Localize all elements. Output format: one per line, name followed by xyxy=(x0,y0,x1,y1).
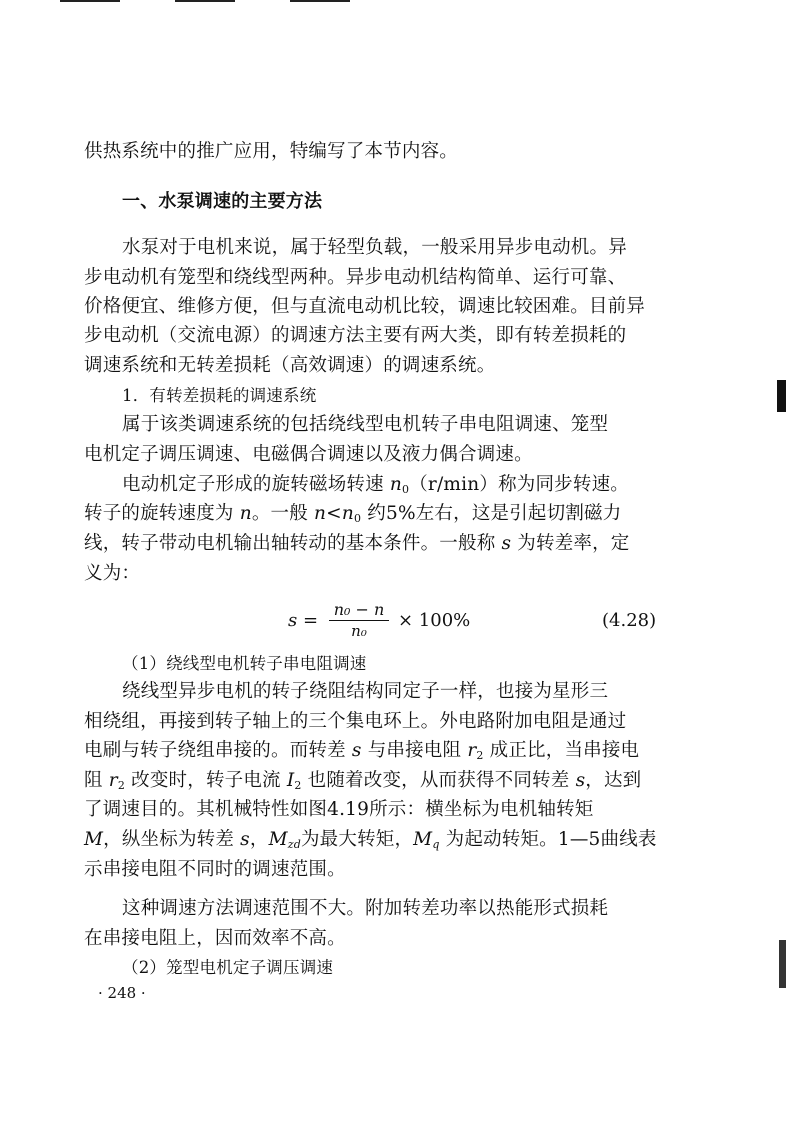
text-line xyxy=(84,502,682,531)
scan-top-mark-2 xyxy=(175,0,235,2)
text-run: 也随着改变，从而获得不同转差 xyxy=(307,770,570,791)
text-run: 电刷与转子绕组串接的。而转差 xyxy=(84,740,346,761)
symbol-i2: I xyxy=(286,770,295,791)
text-line: 在串接电阻上，因而效率不高。 xyxy=(84,928,346,949)
formula-numerator: n₀ − n xyxy=(333,600,385,619)
subsection-heading: （1）绕线型电机转子串电阻调速 xyxy=(122,654,367,673)
page-number: · 248 · xyxy=(98,984,146,1002)
subsection-heading: （2）笼型电机定子调压调速 xyxy=(122,958,334,977)
text-run: 转子的旋转速度为 xyxy=(84,503,234,524)
text-line: 调速系统和无转差损耗（高效调速）的调速系统。 xyxy=(84,355,496,376)
symbol-s: s xyxy=(501,533,512,554)
subscript: 0 xyxy=(353,512,362,525)
symbol-mq: M xyxy=(413,829,433,850)
symbol-s: s xyxy=(351,740,362,761)
text-run: 改变时，转子电流 xyxy=(131,770,281,791)
comma: ， xyxy=(249,829,269,850)
text-line: 价格便宜、维修方便，但与直流电动机比较，调速比较困难。目前异 xyxy=(84,296,646,317)
symbol-mzd: M xyxy=(268,829,288,850)
symbol-n0: n xyxy=(389,474,403,495)
symbol-r2: r xyxy=(108,770,118,791)
text-run: 为最大转矩， xyxy=(300,829,414,850)
subscript: q xyxy=(432,838,440,851)
text-line xyxy=(84,769,682,798)
text-line: 这种调速方法调速范围不大。附加转差功率以热能形式损耗 xyxy=(122,898,609,919)
scan-edge-mark xyxy=(779,940,786,988)
text-run: （r/min）称为同步转速。 xyxy=(409,474,629,495)
text-line: 属于该类调速系统的包括绕线型电机转子串电阻调速、笼型 xyxy=(122,414,609,435)
text-line xyxy=(84,739,682,768)
text-run: 。一般 xyxy=(251,503,308,524)
section-heading: 一、水泵调速的主要方法 xyxy=(122,191,323,212)
symbol-s: s xyxy=(240,829,250,850)
scan-top-mark-3 xyxy=(290,0,350,2)
symbol-n0: n xyxy=(341,503,354,524)
symbol-n: n xyxy=(239,503,252,524)
formula-lhs: s = xyxy=(288,610,319,631)
text-line: 相绕组，再接到转子轴上的三个集电环上。外电路附加电阻是通过 xyxy=(84,711,627,732)
scan-top-mark-1 xyxy=(60,0,120,2)
text-line: 电机定子调压调速、电磁偶合调速以及液力偶合调速。 xyxy=(84,444,533,465)
symbol-lt: < xyxy=(326,503,342,524)
text-line: 步电动机有笼型和绕线型两种。异步电动机结构简单、运行可靠、 xyxy=(84,267,627,288)
text-run: ，达到 xyxy=(585,770,642,791)
text-line xyxy=(84,532,682,556)
subscript: 0 xyxy=(402,483,410,496)
text-line: 义为： xyxy=(84,563,141,584)
text-run: 为起动转矩。1—5曲线表 xyxy=(445,829,657,850)
subsection-heading: 1．有转差损耗的调速系统 xyxy=(122,386,317,405)
symbol-r2: r xyxy=(467,740,477,761)
subscript: 2 xyxy=(476,749,484,762)
subscript: 2 xyxy=(294,779,302,792)
text-line: 绕线型异步电机的转子绕阻结构同定子一样，也接为星形三 xyxy=(122,681,609,702)
formula-fraction xyxy=(328,600,390,641)
text-line: 步电动机（交流电源）的调速方法主要有两大类，即有转差损耗的 xyxy=(84,325,627,346)
text-run: 阻 xyxy=(84,770,103,791)
scan-edge-mark xyxy=(777,380,786,412)
text-run: 成正比，当串接电 xyxy=(489,740,640,761)
equation-4-28 xyxy=(84,600,682,640)
text-line xyxy=(84,473,682,502)
equation-number: (4.28) xyxy=(602,610,657,631)
text-run: 线，转子带动电机输出轴转动的基本条件。一般称 xyxy=(84,533,496,554)
text-run: 电动机定子形成的旋转磁场转速 xyxy=(122,474,384,495)
text-run: 约5%左右，这是引起切割磁力 xyxy=(367,503,622,524)
symbol-s: s xyxy=(575,770,586,791)
subscript: zd xyxy=(287,838,301,851)
formula-rhs: × 100% xyxy=(398,610,471,631)
text-line: 示串接电阻不同时的调速范围。 xyxy=(84,859,346,880)
text-line: 水泵对于电机来说，属于轻型负载，一般采用异步电动机。异 xyxy=(122,237,627,258)
symbol-m: M xyxy=(84,829,104,850)
text-run: 与串接电阻 xyxy=(367,740,462,761)
text-line: 了调速目的。其机械特性如图4.19所示：横坐标为电机轴转矩 xyxy=(84,799,594,820)
text-run: 为转差率，定 xyxy=(517,533,630,554)
symbol-n: n xyxy=(314,503,327,524)
text-line xyxy=(84,828,682,857)
text-run: ，纵坐标为转差 xyxy=(103,829,235,850)
text-line: 供热系统中的推广应用，特编写了本节内容。 xyxy=(84,141,459,162)
subscript: 2 xyxy=(117,779,126,792)
formula-denominator: n₀ xyxy=(351,622,367,640)
